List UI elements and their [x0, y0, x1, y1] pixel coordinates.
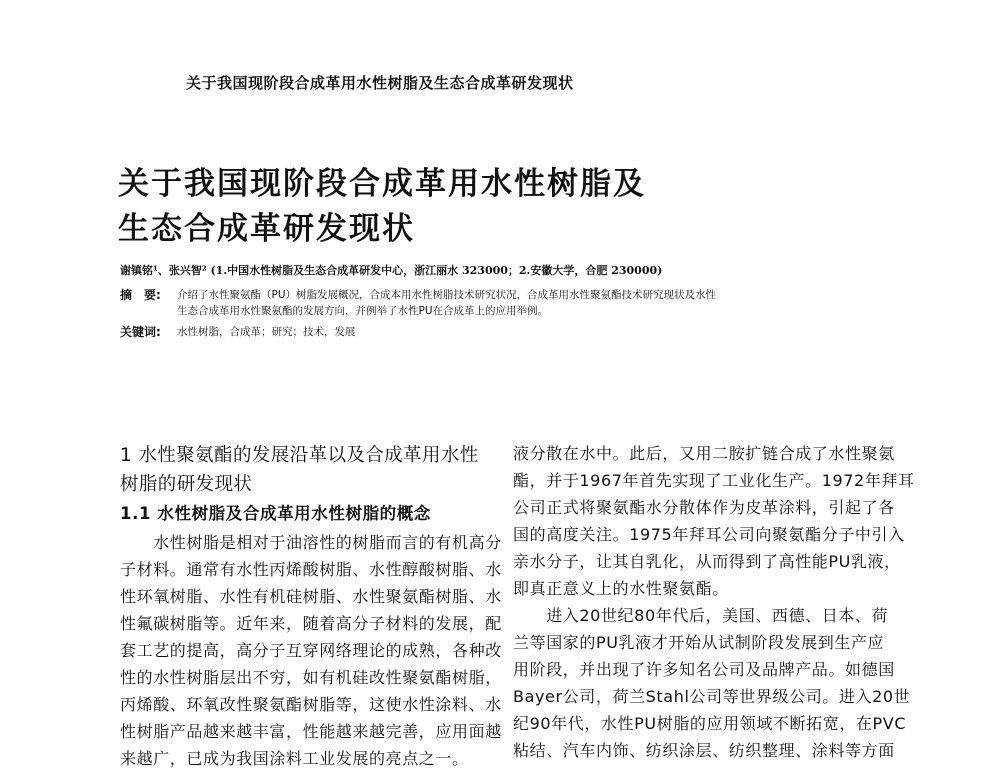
keywords-label: 关键词: — [120, 325, 161, 339]
section-heading-line-1: 1 水性聚氨酯的发展沿革以及合成革用水性 — [120, 445, 479, 466]
body-text-line: 液分散在水中。此后，又用二胺扩链合成了水性聚氨 — [513, 444, 895, 463]
body-text-line: 来越广，已成为我国涂料工业发展的亮点之一。 — [120, 749, 469, 768]
body-text-line: 粘结、汽车内饰、纺织涂层、纺织整理、涂料等方面 — [513, 741, 895, 760]
body-text-line: 进入20世纪80年代后，美国、西德、日本、荷 — [513, 606, 889, 625]
section-heading-line-2: 树脂的研发现状 — [120, 474, 253, 495]
running-header: 关于我国现阶段合成革用水性树脂及生态合成革研发现状 — [186, 74, 574, 92]
authors: 谢镇铭¹、张兴智² (1.中国水性树脂及生态合成革研发中心，浙江丽水 323000；2.安徽大学，合肥 230000) — [120, 264, 663, 277]
body-text-line: 国的高度关注。1975年拜耳公司向聚氨酯分子中引入 — [513, 525, 905, 544]
body-text-line: 套工艺的提高，高分子互穿网络理论的成熟，各种改 — [120, 641, 502, 660]
body-text-line: 纪90年代，水性PU树脂的应用领域不断拓宽，在PVC — [513, 714, 907, 733]
body-text-line: 性树脂产品越来越丰富，性能越来越完善，应用面越 — [120, 722, 502, 741]
body-text-line: 性氟碳树脂等。近年来，随着高分子材料的发展，配 — [120, 614, 502, 633]
body-text-line: 丙烯酸、环氧改性聚氨酯树脂等，这使水性涂料、水 — [120, 695, 502, 714]
abstract-line-2: 生态合成革用水性聚氨酯的发展方向，并例举了水性PU在合成革上的应用举例。 — [177, 305, 549, 317]
body-text-line: 子材料。通常有水性丙烯酸树脂、水性醇酸树脂、水 — [120, 560, 502, 579]
paper-title-line-1: 关于我国现阶段合成革用水性树脂及 — [118, 166, 646, 202]
paper-title-line-2: 生态合成革研发现状 — [118, 211, 415, 247]
body-text-line: 兰等国家的PU乳液才开始从试制阶段发展到生产应 — [513, 633, 885, 652]
body-text-line: 性的水性树脂层出不穷，如有机硅改性聚氨酯树脂， — [120, 668, 502, 687]
body-text-line: 公司正式将聚氨酯水分散体作为皮革涂料，引起了各 — [513, 498, 895, 517]
keywords-text: 水性树脂，合成革；研究；技术，发展 — [177, 326, 356, 338]
body-text-line: 性环氧树脂、水性有机硅树脂、水性聚氨酯树脂、水 — [120, 587, 502, 606]
body-text-line: 亲水分子，让其自乳化，从而得到了高性能PU乳液， — [513, 552, 901, 571]
subsection-heading: 1.1 水性树脂及合成革用水性树脂的概念 — [120, 504, 431, 523]
body-text-line: 即真正意义上的水性聚氨酯。 — [513, 579, 729, 598]
body-text-line: Bayer公司，荷兰Stahl公司等世界级公司。进入20世 — [513, 687, 911, 706]
body-text-line: 用阶段，并出现了许多知名公司及品牌产品。如德国 — [513, 660, 895, 679]
body-text-line: 酯，并于1967年首先实现了工业化生产。1972年拜耳 — [513, 471, 915, 490]
abstract-label: 摘 要: — [120, 288, 161, 302]
body-text-line: 水性树脂是相对于油溶性的树脂而言的有机高分 — [120, 533, 502, 552]
abstract-line-1: 介绍了水性聚氨酯（PU）树脂发展概况，合成本用水性树脂技术研究状况，合成革用水性聚氨酯技术研究现状及水性 — [177, 289, 717, 301]
